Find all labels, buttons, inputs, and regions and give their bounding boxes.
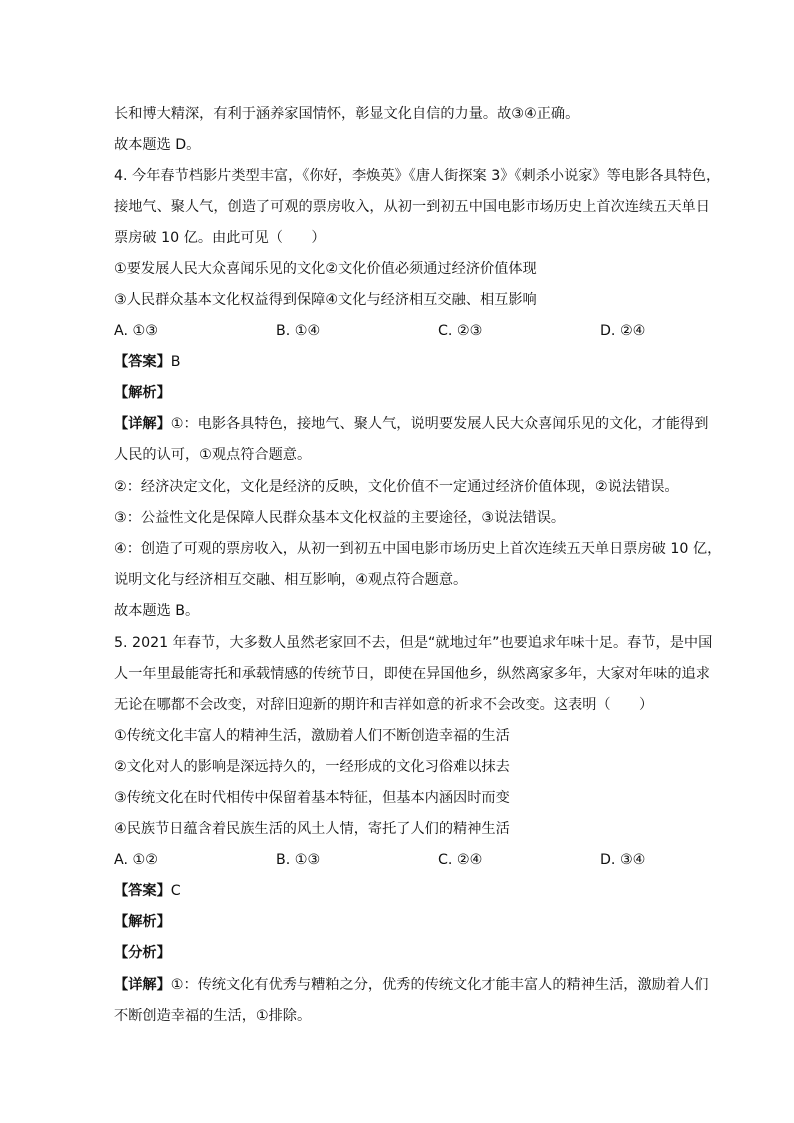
q5-statement-4: ④民族节日蕴含着民族生活的风土人情，寄托了人们的精神生活 xyxy=(114,821,510,837)
detail-tag: 【详解】 xyxy=(114,416,171,432)
q4-detail-line-2: 人民的认可，①观点符合题意。 xyxy=(114,447,312,463)
q5-option-b: B. ①③ xyxy=(276,852,321,868)
q4-option-c: C. ②③ xyxy=(438,323,483,339)
answer-tag: 【答案】 xyxy=(114,354,171,370)
q4-statement-2: ③人民群众基本文化权益得到保障④文化与经济相互交融、相互影响 xyxy=(114,292,537,308)
q4-stem-line-3: 票房破 10 亿。由此可见（ ） xyxy=(114,230,326,246)
detail-tag: 【详解】 xyxy=(114,977,171,993)
q4-detail-line-1: 【详解】①：电影各具特色，接地气、聚人气，说明要发展人民大众喜闻乐见的文化，才能得到 xyxy=(114,416,709,432)
q5-analysis-tag: 【解析】 xyxy=(114,914,171,930)
q4-detail-line-5: ④：创造了可观的票房收入，从初一到初五中国电影市场历史上首次连续五天单日票房破 10 亿， xyxy=(114,541,722,557)
q4-statement-1: ①要发展人民大众喜闻乐见的文化②文化价值必须通过经济价值体现 xyxy=(114,261,537,277)
q4-stem-line-1: 4. 今年春节档影片类型丰富，《你好，李焕英》《唐人街探案 3》《刺杀小说家》等电影各具特色， xyxy=(114,168,721,184)
q4-option-b: B. ①④ xyxy=(276,323,321,339)
q4-conclusion: 故本题选 B。 xyxy=(114,603,200,619)
q5-detail-line-2: 不断创造幸福的生活，①排除。 xyxy=(114,1008,312,1024)
q4-option-d: D. ②④ xyxy=(600,323,646,339)
q4-stem-line-2: 接地气、聚人气，创造了可观的票房收入，从初一到初五中国电影市场历史上首次连续五天单日 xyxy=(114,199,710,215)
conclusion-line: 故本题选 D。 xyxy=(114,137,201,153)
q5-option-d: D. ③④ xyxy=(600,852,646,868)
answer-value: C xyxy=(170,883,181,899)
q4-detail-line-3: ②：经济决定文化，文化是经济的反映，文化价值不一定通过经济价值体现，②说法错误。 xyxy=(114,479,679,495)
answer-tag: 【答案】 xyxy=(114,883,171,899)
answer-value: B xyxy=(170,354,181,370)
q4-analysis-tag: 【解析】 xyxy=(114,385,171,401)
q5-statement-2: ②文化对人的影响是深远持久的，一经形成的文化习俗难以抹去 xyxy=(114,759,510,775)
q5-option-c: C. ②④ xyxy=(438,852,483,868)
q5-option-a: A. ①② xyxy=(114,852,158,868)
q4-detail-line-6: 说明文化与经济相互交融、相互影响，④观点符合题意。 xyxy=(114,572,468,588)
text-line: 长和博大精深，有利于涵养家国情怀，彰显文化自信的力量。故③④正确。 xyxy=(114,106,580,122)
q5-analysis2-tag: 【分析】 xyxy=(114,945,171,961)
q5-stem-line-1: 5. 2021 年春节，大多数人虽然老家回不去，但是“就地过年”也要追求年味十足。春节，是中国 xyxy=(114,635,713,651)
q5-statement-3: ③传统文化在时代相传中保留着基本特征，但基本内涵因时而变 xyxy=(114,790,510,806)
q5-detail-line-1: 【详解】①：传统文化有优秀与糟粕之分，优秀的传统文化才能丰富人的精神生活，激励着人们 xyxy=(114,977,709,993)
q4-answer xyxy=(114,352,704,372)
q5-stem-line-2: 人一年里最能寄托和承载情感的传统节日，即使在异国他乡，纵然离家多年，大家对年味的追求 xyxy=(114,666,710,682)
q4-detail-line-4: ③：公益性文化是保障人民群众基本文化权益的主要途径，③说法错误。 xyxy=(114,510,566,526)
q5-stem-line-3: 无论在哪都不会改变，对辞旧迎新的期许和吉祥如意的祈求不会改变。这表明（ ） xyxy=(114,697,654,713)
q4-option-a: A. ①③ xyxy=(114,323,158,339)
q5-answer xyxy=(114,881,704,901)
q5-statement-1: ①传统文化丰富人的精神生活，激励着人们不断创造幸福的生活 xyxy=(114,728,510,744)
